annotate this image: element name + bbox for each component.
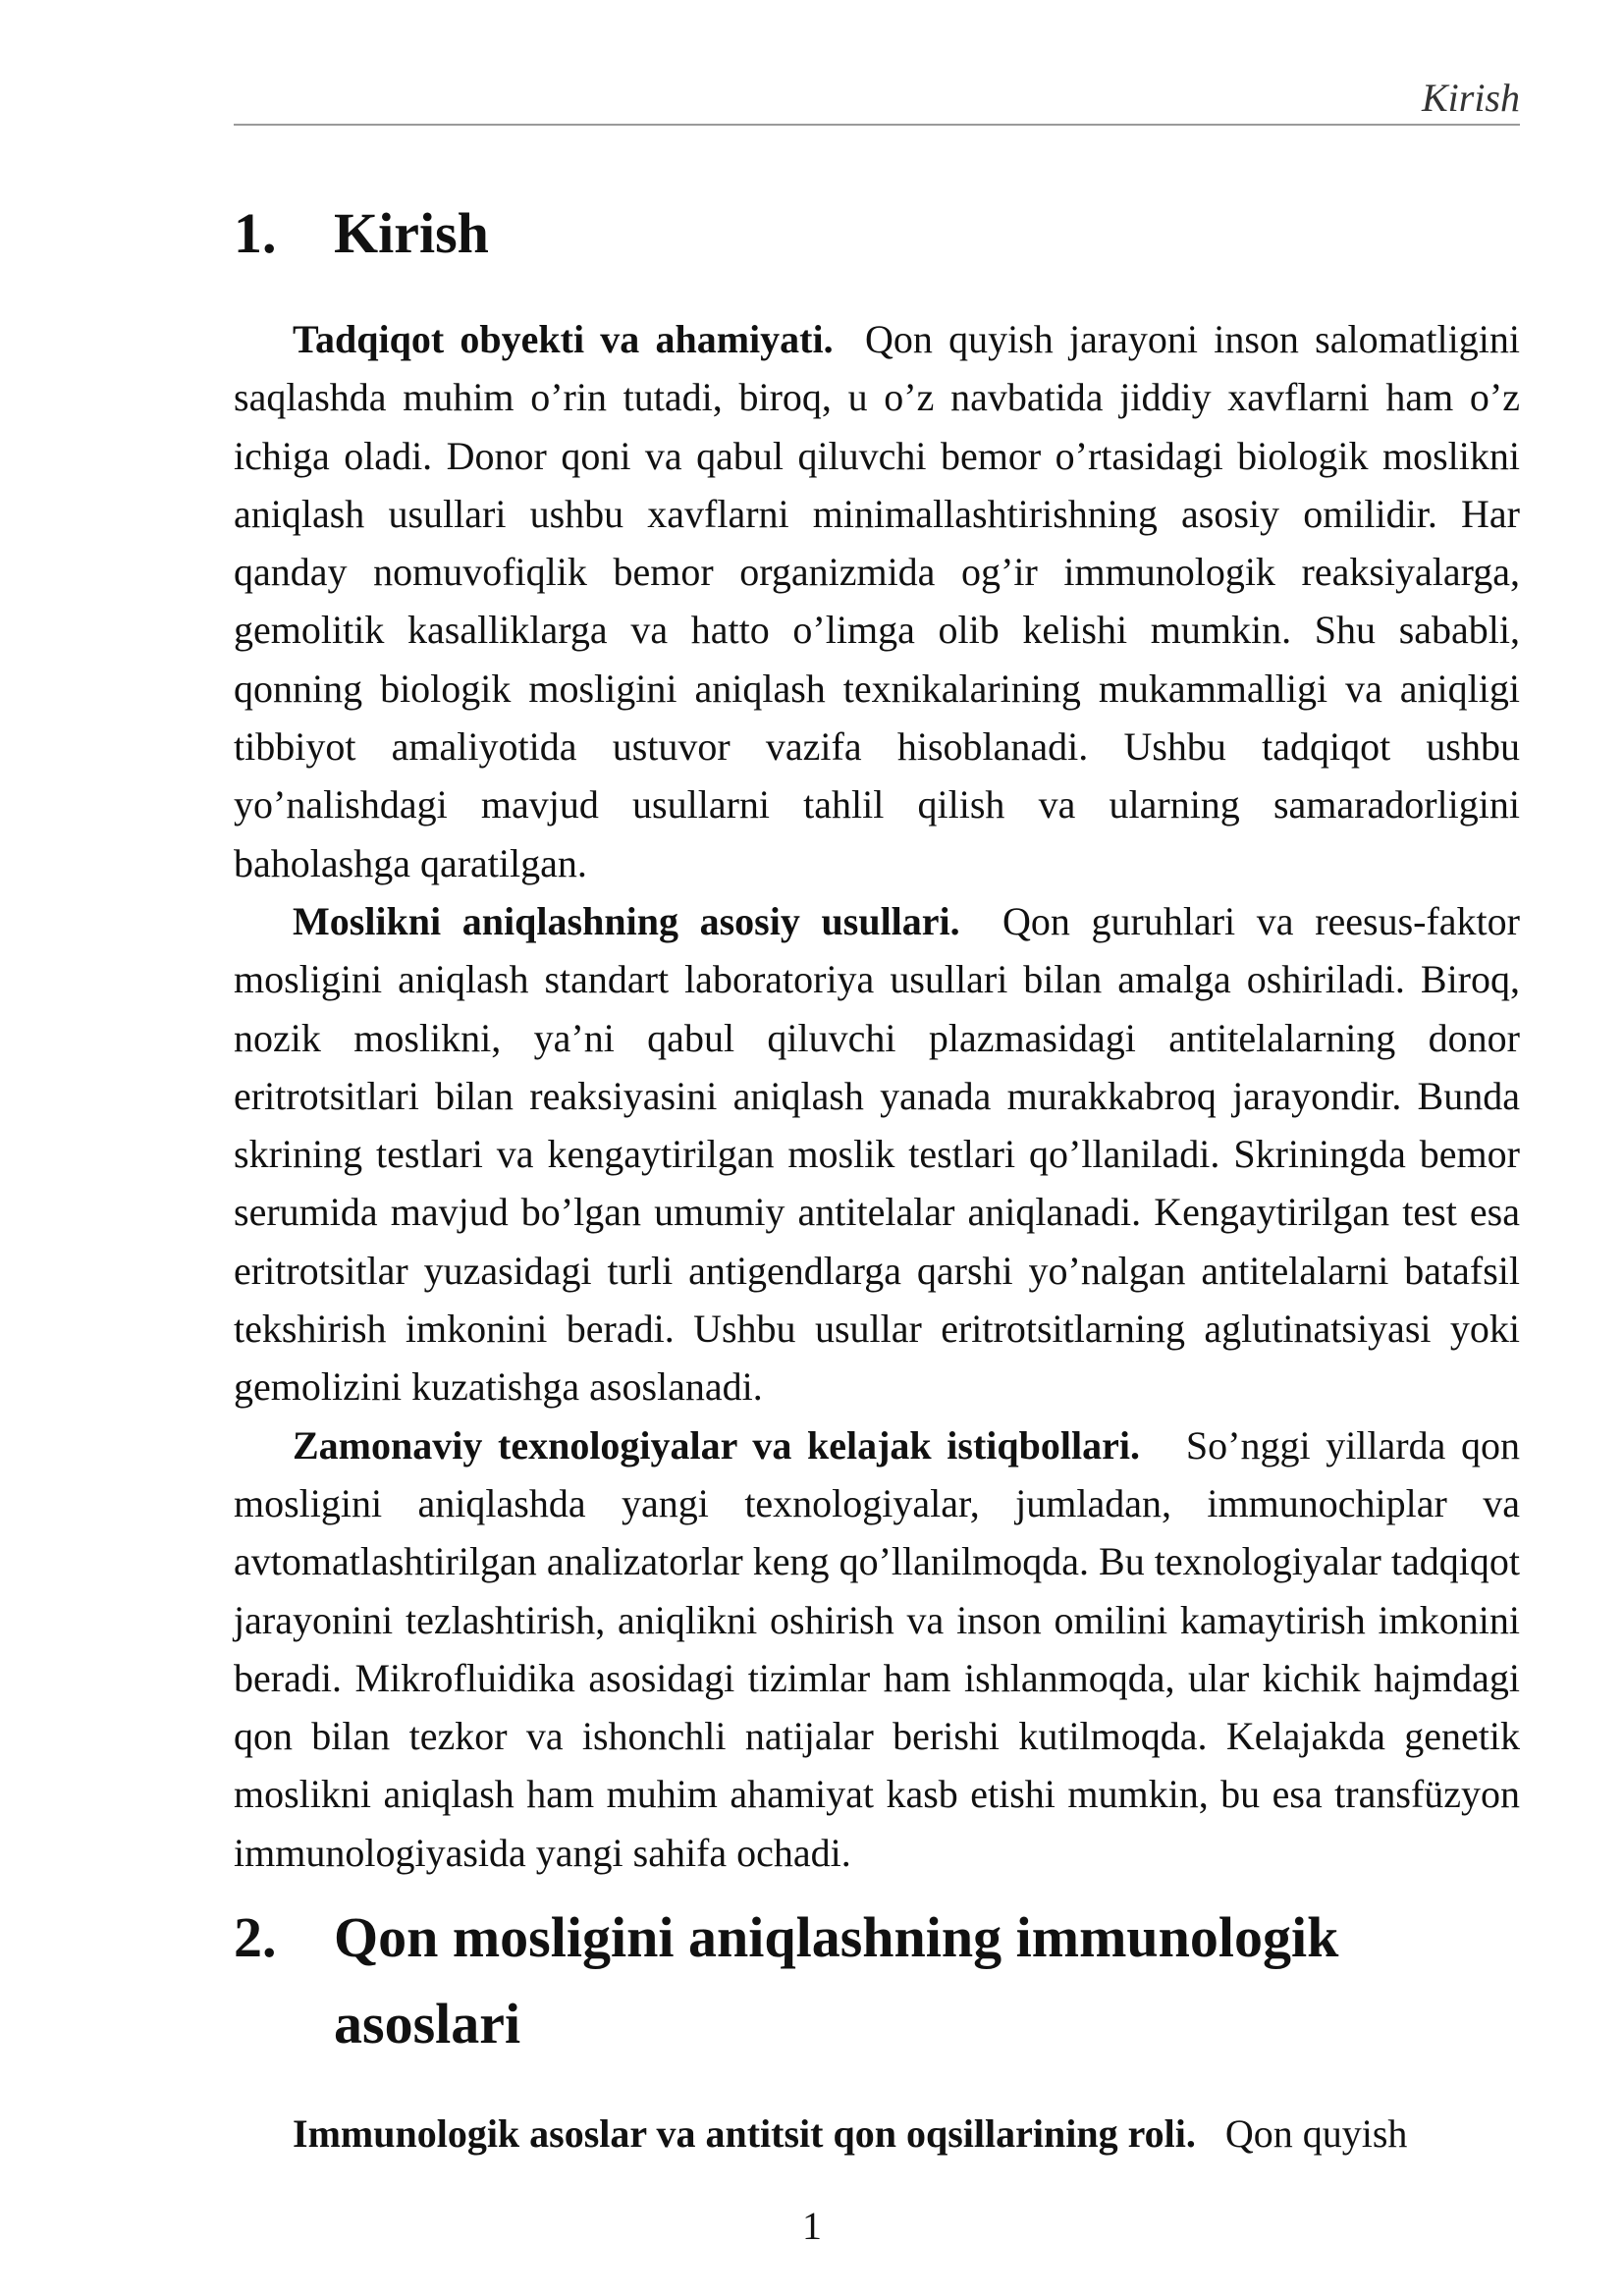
paragraph — [234, 310, 1520, 892]
paragraph-text: Qon quyish — [1224, 2111, 1408, 2156]
section-1-title: Kirish — [334, 201, 489, 265]
running-header: Kirish — [1421, 76, 1520, 120]
paragraph — [234, 1416, 1520, 1882]
header-divider — [234, 124, 1520, 126]
paragraph-lead: Zamonaviy texnologiyalar va kelajak istiqbollari. — [293, 1422, 1140, 1468]
section-2-title: Qon mosligini aniqlashning immunologik asoslari — [334, 1905, 1339, 2056]
paragraph-text: So’nggi yillarda qon mosligini aniqlashda yangi texnologiyalar, jumladan, immunochiplar va avtomatlashtirilgan analizatorlar keng qo’llanilmoqda. Bu texnologiyalar tadqiqot jarayonini tezlashtirish, aniqlikni oshirish va inson omilini kamaytirish imkonini beradi. Mikrofluidika asosidagi tizimlar ham ishlanmoqda, ular kichik hajmdagi qon bilan tezkor va ishonchli natijalar berishi kutilmoqda. Kelajakda genetik moslikni aniqlash ham muhim ahamiyat kasb etishi mumkin, bu esa transfüzyon immunologiyasida yangi sahifa ochadi. — [234, 1422, 1520, 1875]
section-1-body — [234, 310, 1520, 1882]
page-number: 1 — [802, 2204, 822, 2248]
paragraph-lead: Moslikni aniqlashning asosiy usullari. — [293, 898, 960, 943]
section-2-body — [234, 2105, 1520, 2163]
section-1-heading — [234, 190, 1520, 277]
paragraph-text: Qon guruhlari va reesus-faktor mosligini aniqlash standart laboratoriya usullari bilan amalga oshiriladi. Biroq, nozik moslikni, ya’ni qabul qiluvchi plazmasidagi antitelalarning donor eritrotsitlari bilan reaksiyasini aniqlash yanada murakkabroq jarayondir. Bunda skrining testlari va kengaytirilgan moslik testlari qo’llaniladi. Skriningda bemor serumida mavjud bo’lgan umumiy antitelalar aniqlanadi. Kengaytirilgan test esa eritrotsitlar yuzasidagi turli antigendlarga qarshi yo’nalgan antitelalarni batafsil tekshirish imkonini beradi. Ushbu usullar eritrotsitlarning aglutinatsiyasi yoki gemolizini kuzatishga asoslanadi. — [234, 898, 1520, 1410]
section-2-heading — [234, 1895, 1520, 2067]
paragraph — [234, 2105, 1520, 2163]
paragraph-lead: Tadqiqot obyekti va ahamiyati. — [293, 317, 834, 361]
section-2-number: 2. — [234, 1905, 277, 1969]
section-1-number: 1. — [234, 201, 277, 265]
paragraph-lead: Immunologik asoslar va antitsit qon oqsillarining roli. — [293, 2111, 1196, 2156]
paragraph-text: Qon quyish jarayoni inson salomatligini saqlashda muhim o’rin tutadi, biroq, u o’z navbatida jiddiy xavflarni ham o’z ichiga oladi. Donor qoni va qabul qiluvchi bemor o’rtasidagi biologik moslikni aniqlash usullari ushbu xavflarni minimallashtirishning asosiy omilidir. Har qanday nomuvofiqlik bemor organizmida og’ir immunologik reaksiyalarga, gemolitik kasalliklarga va hatto o’limga olib kelishi mumkin. Shu sababli, qonning biologik mosligini aniqlash texnikalarining mukammalligi va aniqligi tibbiyot amaliyotida ustuvor vazifa hisoblanadi. Ushbu tadqiqot ushbu yo’nalishdagi mavjud usullarni tahlil qilish va ularning samaradorligini baholashga qaratilgan. — [234, 317, 1521, 885]
paragraph — [234, 892, 1520, 1416]
